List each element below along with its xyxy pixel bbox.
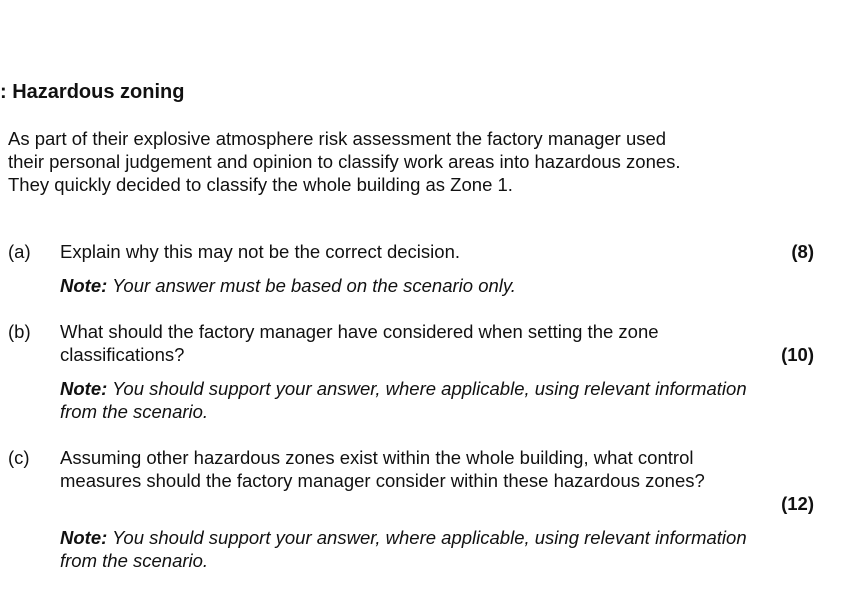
question-c-note: [60, 526, 750, 572]
question-a-marks: (8): [791, 241, 814, 262]
question-c-note-text: You should support your answer, where applicable, using relevant information from the scenario.: [60, 527, 747, 571]
question-b-note-label: Note:: [60, 378, 108, 399]
question-a-label: (a): [8, 241, 31, 262]
question-c-label: (c): [8, 447, 30, 468]
question-a-note-label: Note:: [60, 275, 108, 296]
question-b-note: [60, 377, 750, 423]
question-b-label: (b): [8, 321, 31, 342]
question-c-marks: (12): [781, 493, 814, 514]
question-b-note-text: You should support your answer, where applicable, using relevant information from the scenario.: [60, 378, 747, 422]
question-b-marks: (10): [781, 344, 814, 365]
scenario-paragraph: As part of their explosive atmosphere risk assessment the factory manager used their personal judgement and opinion to classify work areas into hazardous zones. They quickly decided to classify the whole building as Zone 1.: [8, 128, 681, 195]
question-c-text: Assuming other hazardous zones exist within the whole building, what control measures should the factory manager consider within these hazardous zones?: [60, 447, 705, 491]
question-b-text: What should the factory manager have considered when setting the zone classifications?: [60, 321, 659, 365]
question-c-note-label: Note:: [60, 527, 108, 548]
section-heading: : Hazardous zoning: [0, 81, 185, 103]
question-a-note: [60, 274, 750, 297]
question-a-text: Explain why this may not be the correct decision.: [60, 241, 460, 262]
question-a-note-text: Your answer must be based on the scenario only.: [107, 275, 516, 296]
